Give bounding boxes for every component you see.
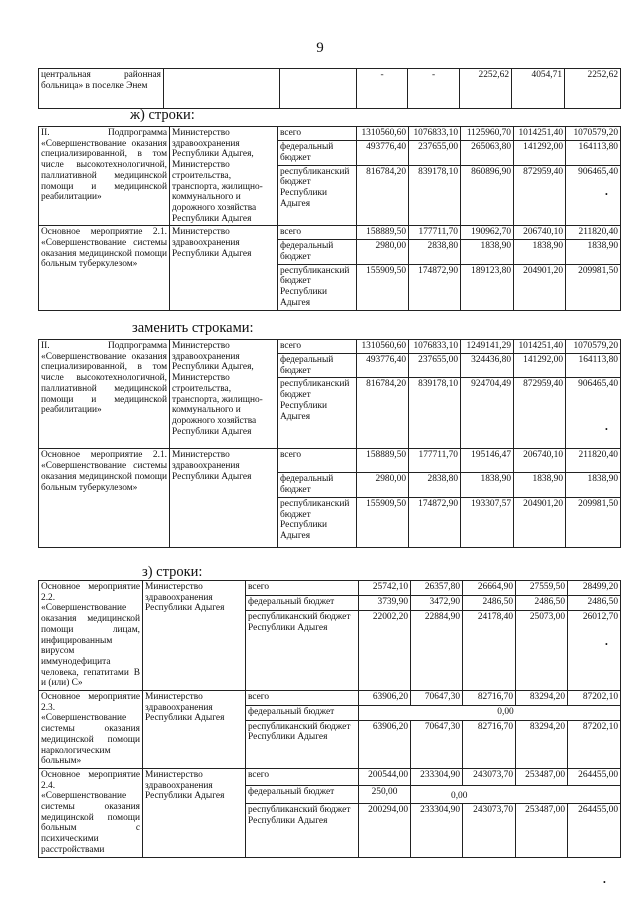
scan-speck: •	[605, 640, 608, 649]
cell-value: 158889,50	[357, 449, 409, 473]
cell-value: 155909,50	[357, 497, 409, 547]
cell-value: 26664,90	[463, 581, 516, 596]
budget-label: всего	[278, 340, 357, 354]
table-row	[39, 69, 621, 109]
cell-value: 26357,80	[411, 581, 463, 596]
cell-value: 1838,90	[514, 240, 566, 264]
section-replace-table	[38, 339, 621, 548]
cell-value: 209981,50	[566, 264, 621, 310]
cell-value: 174872,90	[409, 264, 461, 310]
cell-value: 493776,40	[357, 141, 409, 166]
cell-value: 1070579,20	[566, 127, 621, 141]
table-row	[39, 340, 621, 354]
row-executor: Министерство здравоохранения Республики Адыгея	[170, 226, 278, 310]
row-executor: Министерство здравоохранения Республики Адыгея	[143, 691, 246, 769]
budget-label: всего	[246, 691, 359, 706]
cell-value: 28499,20	[568, 581, 621, 596]
cell-value: 243073,70	[463, 803, 516, 857]
budget-label: республиканский бюджет Республики Адыгея	[246, 803, 359, 857]
cell-value: 204901,20	[514, 264, 566, 310]
cell-value: 2838,80	[409, 473, 461, 497]
row-name: центральная районная больница» в поселке Энем	[39, 69, 164, 109]
budget-label: федеральный бюджет	[278, 141, 357, 166]
budget-label: республиканский бюджет Республики Адыгея	[278, 378, 357, 449]
scan-speck: •	[603, 878, 606, 887]
cell-value: 839178,10	[409, 378, 461, 449]
cell-value: 177711,70	[409, 449, 461, 473]
cell-value: 3472,90	[411, 596, 463, 611]
budget-label: федеральный бюджет	[246, 596, 359, 611]
scan-speck: •	[605, 425, 608, 434]
budget-label: федеральный бюджет	[246, 705, 359, 720]
table-row	[39, 768, 621, 785]
budget-label: республиканский бюджет Республики Адыгея	[246, 611, 359, 691]
cell-value: 872959,40	[514, 165, 566, 226]
row-executor: Министерство здравоохранения Республики Адыгея, Министерство строительства, транспорта, жилищно-коммунального и дорожного хозяйства Республики Адыгея	[170, 127, 278, 226]
cell-value: 906465,40	[566, 378, 621, 449]
scan-speck: •	[605, 190, 608, 199]
cell-value: 493776,40	[357, 354, 409, 378]
cell-value: 839178,10	[409, 165, 461, 226]
cell-value: 2838,80	[409, 240, 461, 264]
section-heading-z: з) строки:	[142, 564, 203, 580]
cell-value: -	[408, 69, 460, 109]
row-name: II. Подпрограмма «Совершенствование оказания специализированной, в том числе высокотехнологичной, паллиативной медицинской помощи и медицинской реабилитации»	[39, 127, 170, 226]
budget-label: всего	[278, 449, 357, 473]
cell-value: 141292,00	[514, 354, 566, 378]
cell-value: 2252,62	[565, 69, 621, 109]
row-name: II. Подпрограмма «Совершенствование оказания специализированной, в том числе высокотехнологичной, паллиативной медицинской помощи и медицинской реабилитации»	[39, 340, 170, 449]
cell-value: 22002,20	[359, 611, 411, 691]
cell-value: 164113,80	[566, 141, 621, 166]
cell-value: 2486,50	[516, 596, 568, 611]
cell-value: 1310560,60	[357, 340, 409, 354]
cell-value: 1838,90	[461, 473, 514, 497]
section-z-table	[38, 580, 621, 858]
cell-value: 872959,40	[514, 378, 566, 449]
cell-value: 63906,20	[359, 720, 411, 768]
cell-value: 324436,80	[461, 354, 514, 378]
cell-value: 26012,70	[568, 611, 621, 691]
cell-value: 141292,00	[514, 141, 566, 166]
cell-value: 82716,70	[463, 720, 516, 768]
cell-value: 1249141,29	[461, 340, 514, 354]
cell-value: 2486,50	[463, 596, 516, 611]
cell-value: 2980,00	[357, 473, 409, 497]
cell-value: 243073,70	[463, 768, 516, 785]
top-fragment-table	[38, 68, 621, 109]
cell-value: 1076833,10	[409, 340, 461, 354]
cell-value: 155909,50	[357, 264, 409, 310]
budget-label: всего	[246, 768, 359, 785]
cell-value: 264455,00	[568, 803, 621, 857]
budget-label: федеральный бюджет	[278, 240, 357, 264]
cell-value: 1014251,40	[514, 340, 566, 354]
cell-value: -	[357, 69, 408, 109]
budget-label: республиканский бюджет Республики Адыгея	[278, 497, 357, 547]
cell-value: 3739,90	[359, 596, 411, 611]
cell-value: 264455,00	[568, 768, 621, 785]
section-zh-table	[38, 126, 621, 311]
budget-label: республиканский бюджет Республики Адыгея	[278, 165, 357, 226]
cell-value: 63906,20	[359, 691, 411, 706]
cell-value: 174872,90	[409, 497, 461, 547]
cell-value: 164113,80	[566, 354, 621, 378]
budget-label: всего	[246, 581, 359, 596]
cell-value: 2486,50	[568, 596, 621, 611]
cell-value: 27559,50	[516, 581, 568, 596]
table-row	[39, 691, 621, 706]
cell-value: 70647,30	[411, 720, 463, 768]
cell-value: 82716,70	[463, 691, 516, 706]
cell-value: 158889,50	[357, 226, 409, 240]
row-executor: Министерство здравоохранения Республики Адыгея	[143, 581, 246, 691]
cell-value: 211820,40	[566, 226, 621, 240]
budget-label: всего	[278, 226, 357, 240]
cell-value: 87202,10	[568, 691, 621, 706]
cell-value: 1838,90	[461, 240, 514, 264]
cell-value: 265063,80	[461, 141, 514, 166]
table-row	[39, 226, 621, 240]
cell-value: 233304,90	[411, 803, 463, 857]
cell-value: 22884,90	[411, 611, 463, 691]
cell-value: 924704,49	[461, 378, 514, 449]
cell-value: 209981,50	[566, 497, 621, 547]
row-name: Основное мероприятие 2.3. «Совершенствование системы оказания медицинской помощи наркологическим больным»	[39, 691, 143, 769]
table-row	[39, 581, 621, 596]
cell-value: 190962,70	[461, 226, 514, 240]
budget-label: всего	[278, 127, 357, 141]
row-name: Основное мероприятие 2.1. «Совершенствование системы оказания медицинской помощи больным туберкулезом»	[39, 226, 170, 310]
cell-value: 1070579,20	[566, 340, 621, 354]
cell-value: 816784,20	[357, 378, 409, 449]
cell-value: 25073,00	[516, 611, 568, 691]
cell-value: 193307,57	[461, 497, 514, 547]
budget-label: федеральный бюджет	[246, 786, 359, 803]
cell-value: 906465,40	[566, 165, 621, 226]
cell-value: 253487,00	[516, 768, 568, 785]
cell-value: 1838,90	[514, 473, 566, 497]
row-executor: Министерство здравоохранения Республики Адыгея, Министерство строительства, транспорта, жилищно-коммунального и дорожного хозяйства Республики Адыгея	[170, 340, 278, 449]
cell-value: 0,00	[359, 705, 621, 720]
budget-label: республиканский бюджет Республики Адыгея	[278, 264, 357, 310]
cell-value: 2980,00	[357, 240, 409, 264]
table-row	[39, 449, 621, 473]
cell-value: 83294,20	[516, 691, 568, 706]
row-name: Основное мероприятие 2.4. «Совершенствование системы оказания медицинской помощи больным с психическими расстройствами	[39, 768, 143, 857]
cell-value: 237655,00	[409, 354, 461, 378]
cell-value: 1838,90	[566, 473, 621, 497]
cell-value: 253487,00	[516, 803, 568, 857]
section-heading-zh: ж) строки:	[130, 107, 195, 123]
cell-value: 211820,40	[566, 449, 621, 473]
cell-value: 200544,00	[359, 768, 411, 785]
cell-value: 177711,70	[409, 226, 461, 240]
cell-value: 204901,20	[514, 497, 566, 547]
cell-value: 1076833,10	[409, 127, 461, 141]
budget-label: федеральный бюджет	[278, 354, 357, 378]
cell-value: 25742,10	[359, 581, 411, 596]
row-name: Основное мероприятие 2.2. «Совершенствование оказания медицинской помощи лицам, инфицированным вирусом иммунодефицита человека, гепатитами B и (или) C»	[39, 581, 143, 691]
cell-value: 200294,00	[359, 803, 411, 857]
cell-value: 1125960,70	[461, 127, 514, 141]
cell-value: 83294,20	[516, 720, 568, 768]
row-executor: Министерство здравоохранения Республики Адыгея	[143, 768, 246, 857]
cell-value: 70647,30	[411, 691, 463, 706]
cell-value: 4054,71	[512, 69, 565, 109]
row-name: Основное мероприятие 2.1. «Совершенствование системы оказания медицинской помощи больным туберкулезом»	[39, 449, 170, 547]
cell-value: 250,00	[359, 786, 411, 803]
cell-value: 195146,47	[461, 449, 514, 473]
cell-value: 24178,40	[463, 611, 516, 691]
budget-label: республиканский бюджет Республики Адыгея	[246, 720, 359, 768]
cell-value: 1838,90	[566, 240, 621, 264]
cell-value: 1310560,60	[357, 127, 409, 141]
cell-value: 2252,62	[460, 69, 512, 109]
table-row	[39, 127, 621, 141]
row-executor: Министерство здравоохранения Республики Адыгея	[170, 449, 278, 547]
cell-value: 237655,00	[409, 141, 461, 166]
cell-value: 233304,90	[411, 768, 463, 785]
cell-value: 87202,10	[568, 720, 621, 768]
page-number: 9	[316, 40, 324, 56]
cell-value: 206740,10	[514, 449, 566, 473]
budget-label: федеральный бюджет	[278, 473, 357, 497]
section-heading-replace: заменить строками:	[132, 320, 254, 336]
cell-value: 206740,10	[514, 226, 566, 240]
cell-value: 189123,80	[461, 264, 514, 310]
cell-value: 0,00	[411, 786, 621, 803]
cell-value: 1014251,40	[514, 127, 566, 141]
cell-value: 816784,20	[357, 165, 409, 226]
cell-value: 860896,90	[461, 165, 514, 226]
